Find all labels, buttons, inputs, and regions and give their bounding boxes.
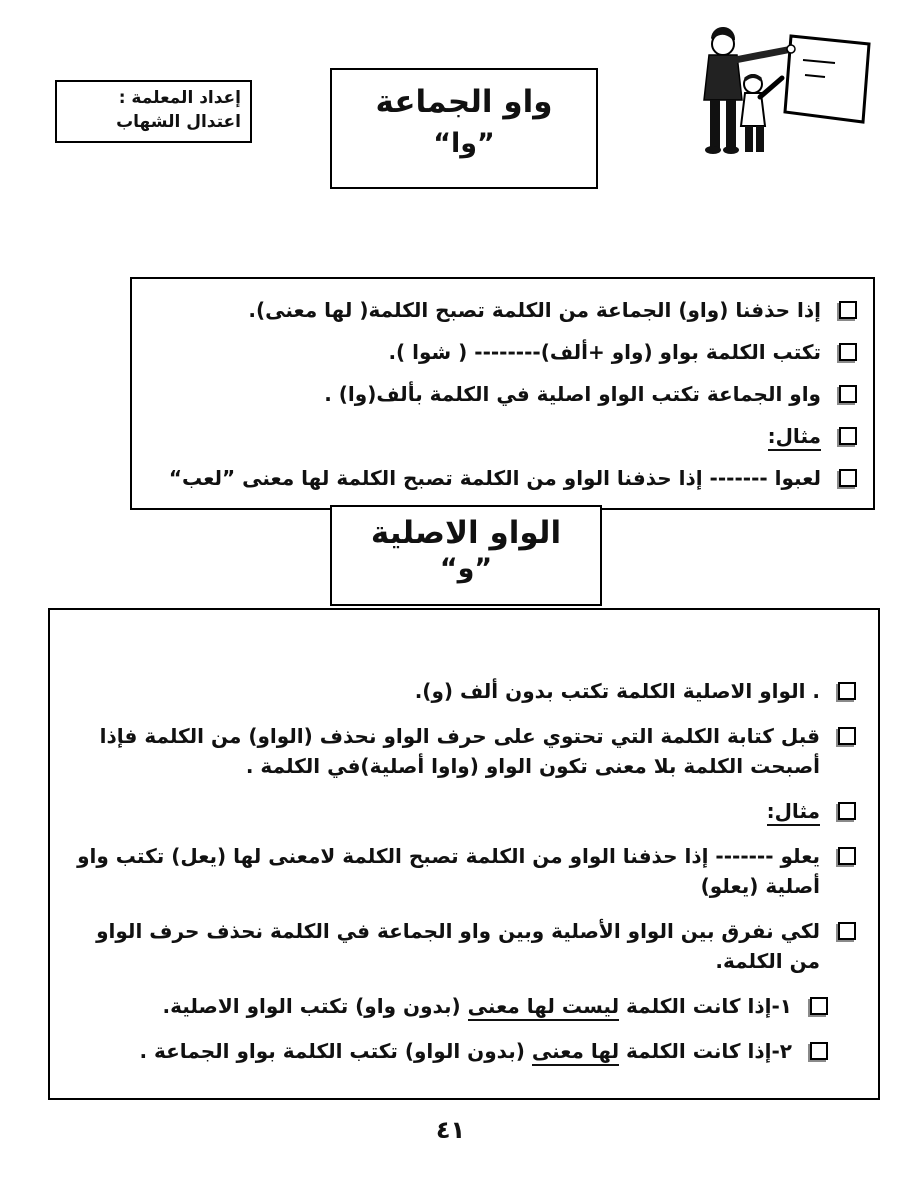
- bullet-item: [64, 991, 828, 1021]
- bullet-text: ١-إذا كانت الكلمة ليست لها معنى (بدون واو) تكتب الواو الاصلية.: [162, 991, 792, 1021]
- page-number: ٤١: [435, 1116, 466, 1144]
- author-credit-box: [55, 80, 252, 143]
- bullet-text: يعلو ------- إذا حذفنا الواو من الكلمة تصبح الكلمة لامعنى لها (يعل) تكتب واو أصلية (يعلو): [77, 844, 820, 898]
- bullet-item: [144, 295, 857, 325]
- bullet-text: ٢-إذا كانت الكلمة لها معنى (بدون الواو) تكتب الكلمة بواو الجماعة .: [139, 1036, 792, 1066]
- bullet-text: قبل كتابة الكلمة التي تحتوي على حرف الواو نحذف (الواو) من الكلمة فإذا أصبحت الكلمة بلا معنى تكون الواو (واوا أصلية)في الكلمة .: [99, 724, 820, 778]
- bullet-item: [64, 916, 856, 976]
- teacher-whiteboard-illustration: [685, 20, 877, 168]
- main-title-box: [330, 68, 598, 189]
- bullet-text: مثال:: [768, 421, 821, 451]
- whiteboard-icon: [785, 36, 869, 122]
- bullet-item: [64, 796, 856, 826]
- teacher-clipart: [685, 20, 877, 168]
- section2-title-box: [330, 505, 602, 606]
- bullet-item: [64, 721, 856, 781]
- checkbox-bullet-icon: [838, 802, 856, 820]
- bullet-text: . الواو الاصلية الكلمة تكتب بدون ألف (و).: [414, 679, 820, 703]
- bullet-item: [64, 1036, 828, 1066]
- checkbox-bullet-icon: [839, 427, 857, 445]
- bullet-item: [64, 676, 856, 706]
- bullet-text: إذا حذفنا (واو) الجماعة من الكلمة تصبح الكلمة( لها معنى).: [248, 298, 821, 322]
- bullet-text: لعبوا ------- إذا حذفنا الواو من الكلمة تصبح الكلمة لها معنى ”لعب“: [168, 466, 821, 490]
- checkbox-bullet-icon: [839, 301, 857, 319]
- section-waw-jamaa-box: [130, 277, 875, 510]
- checkbox-bullet-icon: [838, 727, 856, 745]
- credit-line-2: اعتدال الشهاب: [116, 111, 241, 132]
- main-title: واو الجماعة: [375, 84, 553, 120]
- checkbox-bullet-icon: [839, 385, 857, 403]
- checkbox-bullet-icon: [838, 682, 856, 700]
- bullet-text: مثال:: [767, 796, 820, 826]
- checkbox-bullet-icon: [839, 343, 857, 361]
- section2-title-subtitle: ”و“: [439, 553, 493, 584]
- checkbox-bullet-icon: [810, 997, 828, 1015]
- bullet-text: لكي نفرق بين الواو الأصلية وبين واو الجماعة في الكلمة نحذف حرف الواو من الكلمة.: [96, 919, 820, 973]
- section-waw-asliya-box: [48, 608, 880, 1100]
- bullet-item: [144, 421, 857, 451]
- bullet-text: واو الجماعة تكتب الواو اصلية في الكلمة بألف(وا) .: [324, 382, 821, 406]
- bullet-text: تكتب الكلمة بواو (واو +ألف)-------- ( شوا ).: [388, 340, 821, 364]
- bullet-item: [144, 463, 857, 493]
- bullet-item: [144, 337, 857, 367]
- bullet-item: [64, 841, 856, 901]
- checkbox-bullet-icon: [839, 469, 857, 487]
- checkbox-bullet-icon: [838, 847, 856, 865]
- bullet-item: [144, 379, 857, 409]
- main-title-subtitle: ”وا“: [433, 128, 495, 159]
- section2-title: الواو الاصلية: [370, 515, 562, 551]
- checkbox-bullet-icon: [838, 922, 856, 940]
- credit-line-1: إعداد المعلمة :: [118, 88, 241, 108]
- checkbox-bullet-icon: [810, 1042, 828, 1060]
- student-figure-icon: [741, 74, 782, 152]
